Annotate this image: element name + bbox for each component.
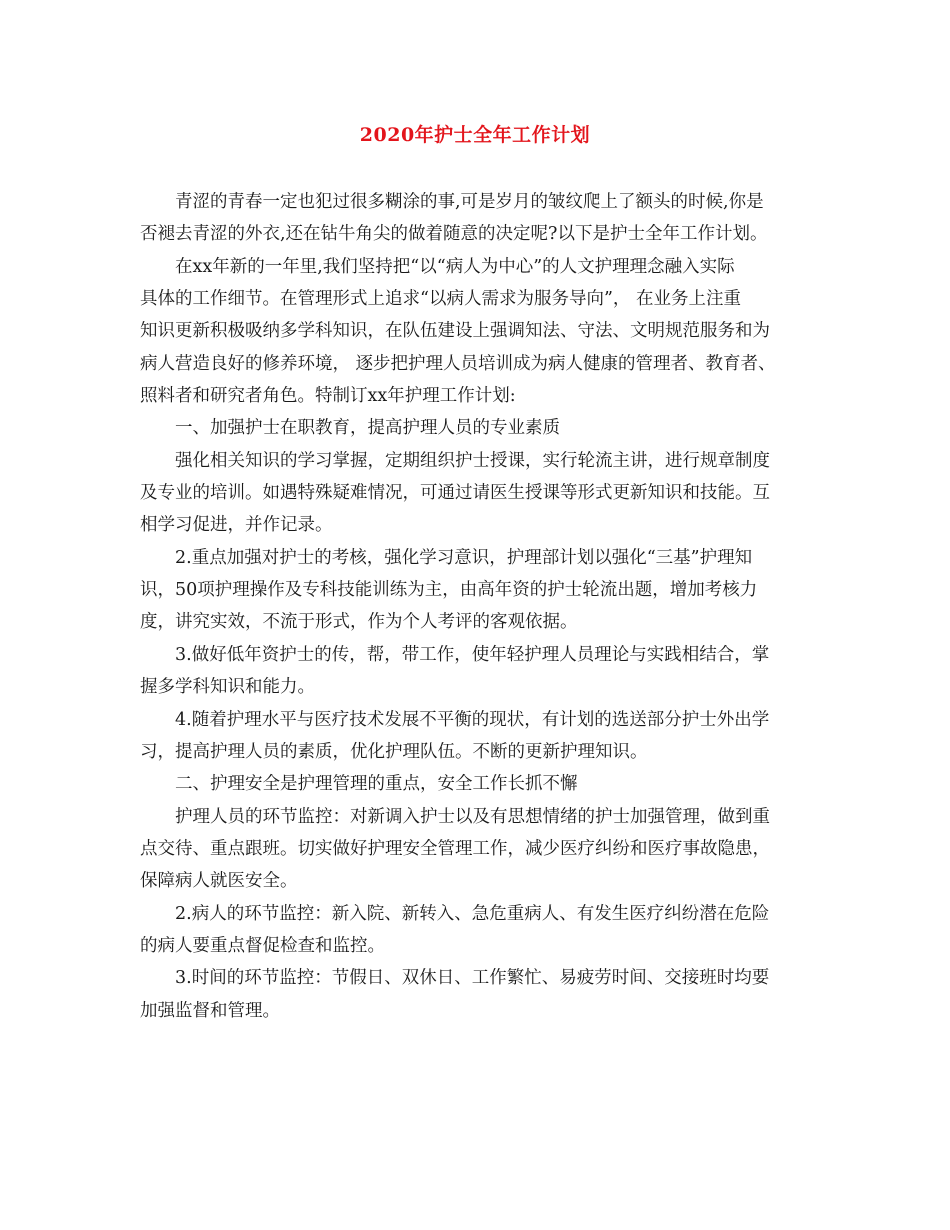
paragraph-line: 4.随着护理水平与医疗技术发展不平衡的现状，有计划的选送部分护士外出学 — [175, 709, 770, 730]
paragraph-line: 2.重点加强对护士的考核，强化学习意识，护理部计划以强化“三基”护理知 — [175, 547, 753, 568]
paragraph-line: 保障病人就医安全。 — [140, 871, 298, 892]
section-heading: 二、护理安全是护理管理的重点，安全工作长抓不懈 — [175, 774, 578, 795]
paragraph-line: 3.做好低年资护士的传，帮，带工作，使年轻护理人员理论与实践相结合，掌 — [175, 644, 770, 665]
paragraph-line: 知识更新积极吸纳多学科知识，在队伍建设上强调知法、守法、文明规范服务和为 — [140, 321, 770, 342]
paragraph-line: 3.时间的环节监控：节假日、双休日、工作繁忙、易疲劳时间、交接班时均要 — [175, 968, 770, 989]
document-title: 2020年护士全年工作计划 — [359, 124, 591, 146]
paragraph-line: 在xx年新的一年里,我们坚持把“以“病人为中心”的人文护理理念融入实际 — [175, 256, 735, 277]
paragraph-line: 青涩的青春一定也犯过很多糊涂的事,可是岁月的皱纹爬上了额头的时候,你是 — [175, 192, 764, 212]
section-heading: 一、加强护士在职教育，提高护理人员的专业素质 — [175, 418, 560, 439]
paragraph-line: 识，50项护理操作及专科技能训练为主，由高年资的护士轮流出题，增加考核力 — [140, 580, 758, 601]
document-body — [140, 186, 830, 1027]
paragraph-line: 相学习促进，并作记录。 — [140, 515, 333, 536]
paragraph-line: 的病人要重点督促检查和监控。 — [140, 935, 385, 956]
paragraph-line: 具体的工作细节。在管理形式上追求“以病人需求为服务导向”， 在业务上注重 — [140, 289, 741, 310]
paragraph-line: 照料者和研究者角色。特制订xx年护理工作计划: — [140, 386, 516, 407]
paragraph-line: 强化相关知识的学习掌握，定期组织护士授课，实行轮流主讲，进行规章制度 — [175, 450, 770, 471]
paragraph-line: 护理人员的环节监控：对新调入护士以及有思想情绪的护士加强管理，做到重 — [175, 806, 770, 827]
paragraph-line: 及专业的培训。如遇特殊疑难情况，可通过请医生授课等形式更新知识和技能。互 — [140, 483, 770, 504]
paragraph-line: 病人营造良好的修养环境， 逐步把护理人员培训成为病人健康的管理者、教育者、 — [140, 353, 776, 374]
paragraph-line: 否褪去青涩的外衣,还在钻牛角尖的做着随意的决定呢?以下是护士全年工作计划。 — [140, 224, 768, 245]
paragraph-line: 习，提高护理人员的素质，优化护理队伍。不断的更新护理知识。 — [140, 741, 648, 762]
paragraph-line: 2.病人的环节监控：新入院、新转入、急危重病人、有发生医疗纠纷潜在危险 — [175, 903, 770, 924]
paragraph-line: 加强监督和管理。 — [140, 1000, 280, 1021]
paragraph-line: 度，讲究实效，不流于形式，作为个人考评的客观依据。 — [140, 612, 578, 633]
paragraph-line: 点交待、重点跟班。切实做好护理安全管理工作，减少医疗纠纷和医疗事故隐患， — [140, 838, 770, 859]
paragraph-line: 握多学科知识和能力。 — [140, 677, 315, 698]
